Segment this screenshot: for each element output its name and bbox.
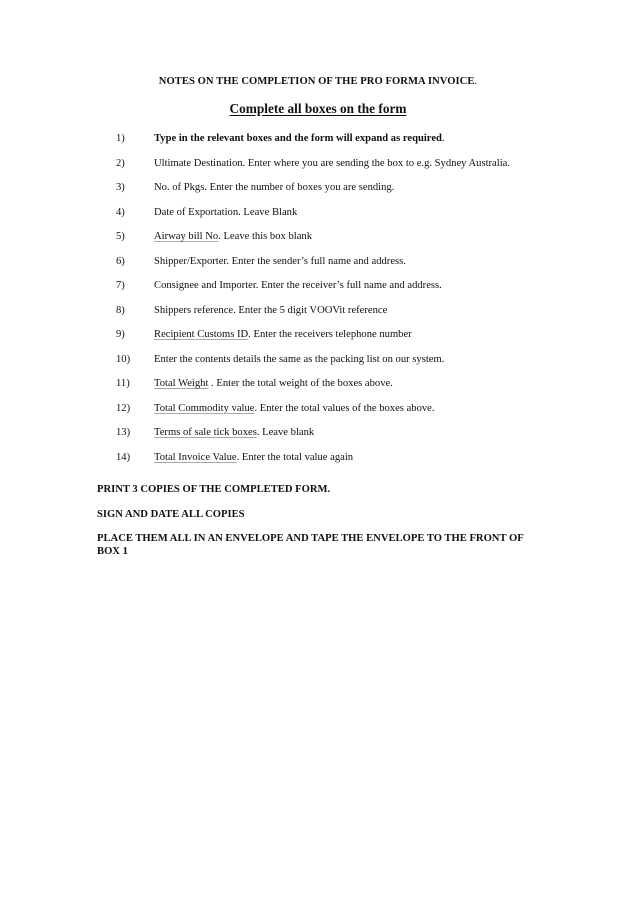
item-text: No. of Pkgs. Enter the number of boxes you are sending.	[154, 182, 395, 193]
item-text	[154, 131, 445, 147]
item-text: Consignee and Importer. Enter the receiver’s full name and address.	[154, 280, 442, 291]
item-number: 14)	[116, 451, 131, 463]
item-text: Shipper/Exporter. Enter the sender’s full name and address.	[154, 255, 406, 267]
document-title-period: .	[474, 76, 478, 87]
item-number: 7)	[116, 280, 125, 291]
document-title-text: NOTES ON THE COMPLETION OF THE PRO FORMA INVOICE	[158, 76, 475, 87]
instruction-sign-date: SIGN AND DATE ALL COPIES	[97, 508, 245, 520]
item-number: 3)	[116, 182, 125, 193]
total-weight-field-link[interactable]: Total Weight	[154, 378, 209, 389]
item-number: 1)	[116, 133, 125, 144]
item-text	[154, 450, 353, 466]
item-rest-text: . Leave this box blank	[218, 231, 313, 242]
recipient-customs-id-field-link[interactable]: Recipient Customs ID	[154, 329, 249, 340]
document-heading: Complete all boxes on the form	[229, 101, 407, 116]
item-rest-text: . Leave blank	[256, 427, 315, 438]
item-number: 9)	[116, 329, 125, 340]
item-text	[154, 327, 412, 343]
item-text: Shippers reference. Enter the 5 digit VOOVit reference	[154, 304, 388, 316]
item-text	[154, 376, 393, 392]
item-rest-text: . Enter the receivers telephone number	[248, 329, 412, 340]
item-text: Enter the contents details the same as the packing list on our system.	[154, 353, 445, 365]
item-rest-text: . Enter the total weight of the boxes above.	[208, 378, 393, 389]
item-text	[154, 425, 314, 441]
item-number: 2)	[116, 157, 125, 169]
item-number: 12)	[116, 402, 131, 414]
item-number: 11)	[116, 378, 130, 389]
item-number: 10)	[116, 353, 131, 365]
instruction-print-copies: PRINT 3 COPIES OF THE COMPLETED FORM.	[97, 484, 331, 495]
item-number: 5)	[116, 231, 125, 242]
item-rest-text: .	[441, 133, 445, 144]
instruction-envelope: PLACE THEM ALL IN AN ENVELOPE AND TAPE THE ENVELOPE TO THE FRONT OF BOX 1	[97, 533, 524, 557]
item-text: Date of Exportation. Leave Blank	[154, 206, 298, 218]
item-number: 13)	[116, 427, 131, 438]
item-number: 4)	[116, 206, 125, 218]
total-commodity-value-field-link[interactable]: Total Commodity value	[154, 402, 255, 414]
item-text	[154, 401, 435, 417]
terms-of-sale-field-link[interactable]: Terms of sale tick boxes	[154, 427, 257, 438]
item-text: Ultimate Destination. Enter where you are sending the box to e.g. Sydney Australia.	[154, 157, 510, 169]
item-rest-text: . Enter the total values of the boxes above.	[254, 402, 435, 414]
total-invoice-value-field-link[interactable]: Total Invoice Value	[154, 451, 237, 463]
item-number: 6)	[116, 255, 125, 267]
final-instructions	[97, 484, 537, 570]
document-title	[0, 76, 636, 87]
item-rest-text: . Enter the total value again	[236, 451, 354, 463]
airway-bill-field-link[interactable]: Airway bill No	[154, 231, 219, 242]
item-text	[154, 229, 312, 245]
item-bold-text: Type in the relevant boxes and the form will expand as required	[154, 133, 442, 144]
item-number: 8)	[116, 304, 125, 316]
